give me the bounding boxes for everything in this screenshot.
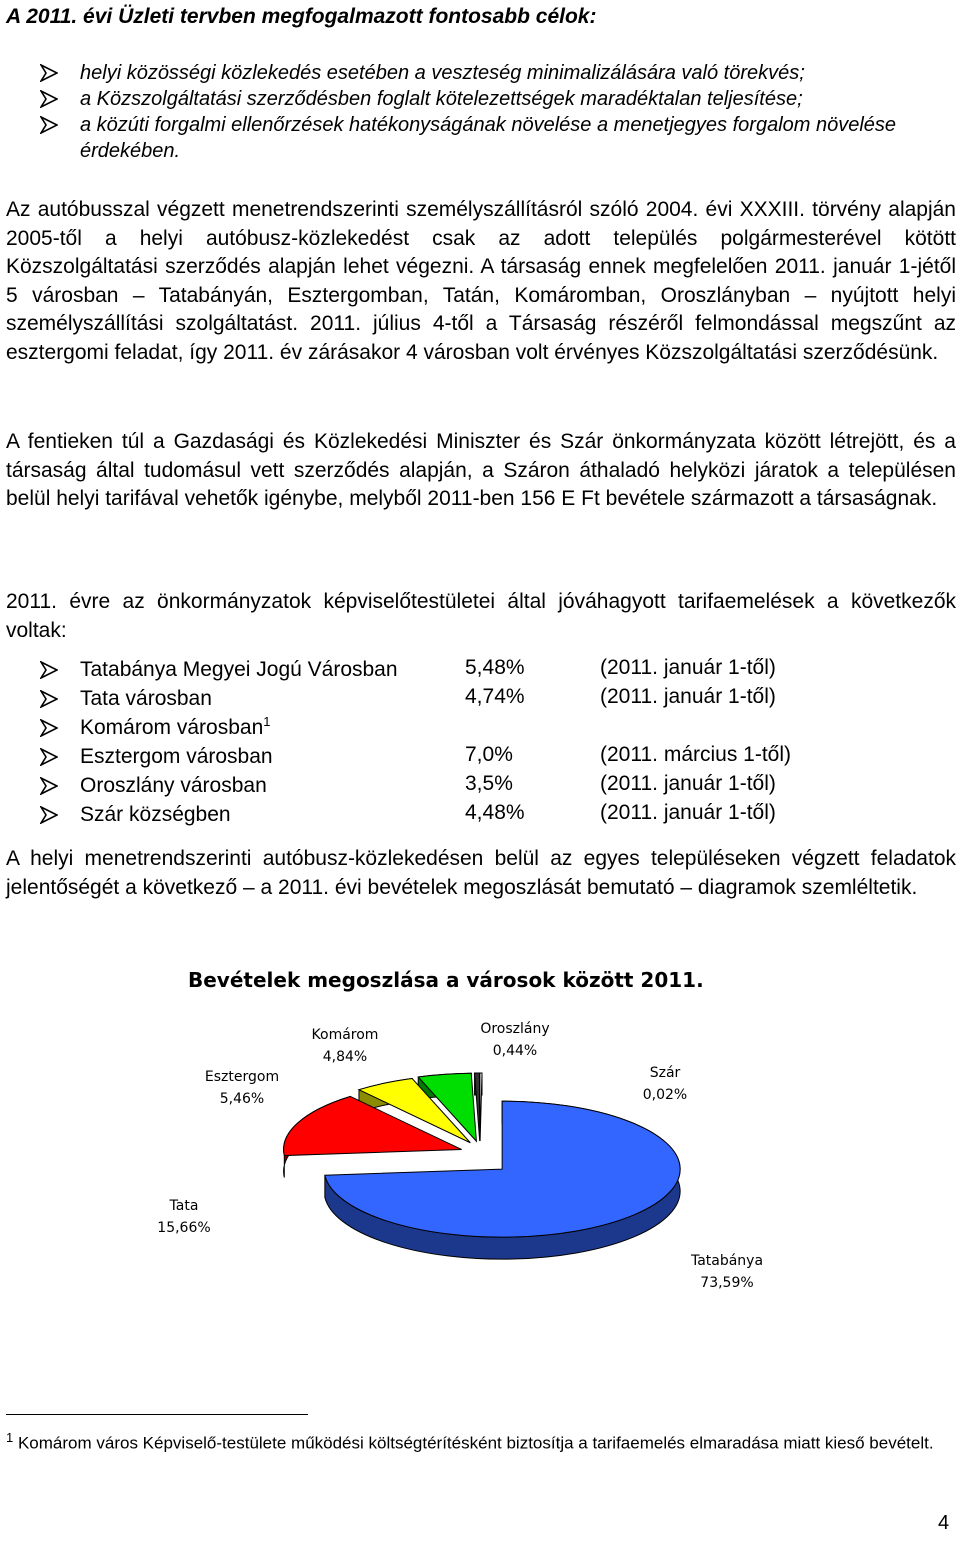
tariff-row [40,685,940,714]
slice-label-szar: Szár 0,02% [642,1065,688,1103]
page-title: A 2011. évi Üzleti tervben megfogalmazott fontosabb célok: [6,5,597,28]
slice-label-tatabanya: Tatabánya 73,59% [690,1253,764,1291]
slice-label-esztergom: Esztergom 5,46% [204,1069,280,1107]
arrow-bullet-icon [40,719,58,737]
tariff-city: Oroszlány városban [80,774,267,797]
paragraph-law: Az autóbusszal végzett menetrendszerinti személyszállításról szóló 2004. évi XXXIII. törvény alapján 2005-től a helyi autóbusz-közlekedést csak az adott település polgármesterével kötött Közszolgáltatási szerződés alapján lehet végezni. A társaság ennek megfelelően 2011. január 1-jétől 5 városban – Tatabányán, Esztergomban, Tatán, Komáromban, Oroszlányban – nyújtott helyi személyszállítási szolgáltatást. 2011. július 4-től a Társaság részéről felmondással megszűnt az esztergomi feladat, így 2011. év zárásakor 4 városban volt érvényes Közszolgáltatási szerződésünk. [6,198,956,364]
footnote-divider [6,1414,308,1415]
tariff-city: Komárom városban$^1$ [80,714,271,739]
tariff-city: Tatabánya Megyei Jogú Városban [80,658,398,681]
footnote-text: Komárom város Képviselő-testülete működési költségtérítésként biztosítja a tarifaemelés elmaradása miatt kieső bevételt. [17,1433,934,1453]
tariff-row [40,772,940,801]
footnote-ref: 1 [263,714,271,729]
arrow-bullet-icon [40,90,58,108]
arrow-bullet-icon [40,748,58,766]
slice-label-oroszlany: Oroszlány 0,44% [480,1021,550,1059]
tariff-date: (2011. január 1-től) [600,772,776,795]
tariff-city: Szár községben [80,803,231,826]
paragraph-tariffs-intro: 2011. évre az önkormányzatok képviselőtestületei által jóváhagyott tarifaemelések a következők voltak: [6,590,956,642]
arrow-bullet-icon [40,64,58,82]
tariff-date: (2011. január 1-től) [600,801,776,824]
tariff-percent: 3,5% [465,772,513,795]
list-item [40,60,955,86]
tariff-percent: 4,48% [465,801,525,824]
paragraph-chart-intro: A helyi menetrendszerinti autóbusz-közlekedésen belül az egyes településeken végzett feladatok jelentőségét a következő – a 2011. évi bevételek megoszlását bemutató – diagramok szemléltetik. [6,847,956,899]
footnote-mark: 1 [6,1430,14,1445]
tariff-date: (2011. január 1-től) [600,685,776,708]
arrow-bullet-icon [40,690,58,708]
tariff-row [40,801,940,830]
tariff-percent: 4,74% [465,685,525,708]
page-number: 4 [938,1512,950,1534]
goals-list [40,60,955,164]
tariff-city: Tata városban [80,687,212,710]
tariff-date: (2011. január 1-től) [600,656,776,679]
goal-text: helyi közösségi közlekedés esetében a veszteség minimalizálására való törekvés; [80,62,805,84]
tariff-city: Esztergom városban [80,745,273,768]
tariff-list [40,656,940,830]
goal-text: a közúti forgalmi ellenőrzések hatékonyságának növelése a menetjegyes forgalom növelése érdekében. [80,114,897,162]
pie-slice-szár [480,1073,482,1141]
list-item [40,112,955,164]
tariff-row [40,714,940,743]
arrow-bullet-icon [40,777,58,795]
list-item [40,86,955,112]
arrow-bullet-icon [40,806,58,824]
tariff-row [40,656,940,685]
slice-label-tata: Tata 15,66% [157,1198,211,1236]
tariff-percent: 5,48% [465,656,525,679]
tariff-date: (2011. március 1-től) [600,743,792,766]
paragraph-szar: A fentieken túl a Gazdasági és Közlekedési Miniszter és Szár önkormányzata között létrejött, és a társaság által tudomásul vett szerződés alapján, a Száron áthaladó helyközi járatok a településen belül helyi tarifával vehetők igénybe, melyből 2011-ben 156 E Ft bevétele származott a társaságnak. [6,430,956,510]
slice-label-komarom: Komárom 4,84% [311,1027,379,1065]
arrow-bullet-icon [40,116,58,134]
arrow-bullet-icon [40,661,58,679]
footnote [6,1426,956,1456]
tariff-row [40,743,940,772]
chart-title: Bevételek megoszlása a városok között 2011. [188,968,704,992]
goal-text: a Közszolgáltatási szerződésben foglalt kötelezettségek maradéktalan teljesítése; [80,88,803,110]
tariff-percent: 7,0% [465,743,513,766]
